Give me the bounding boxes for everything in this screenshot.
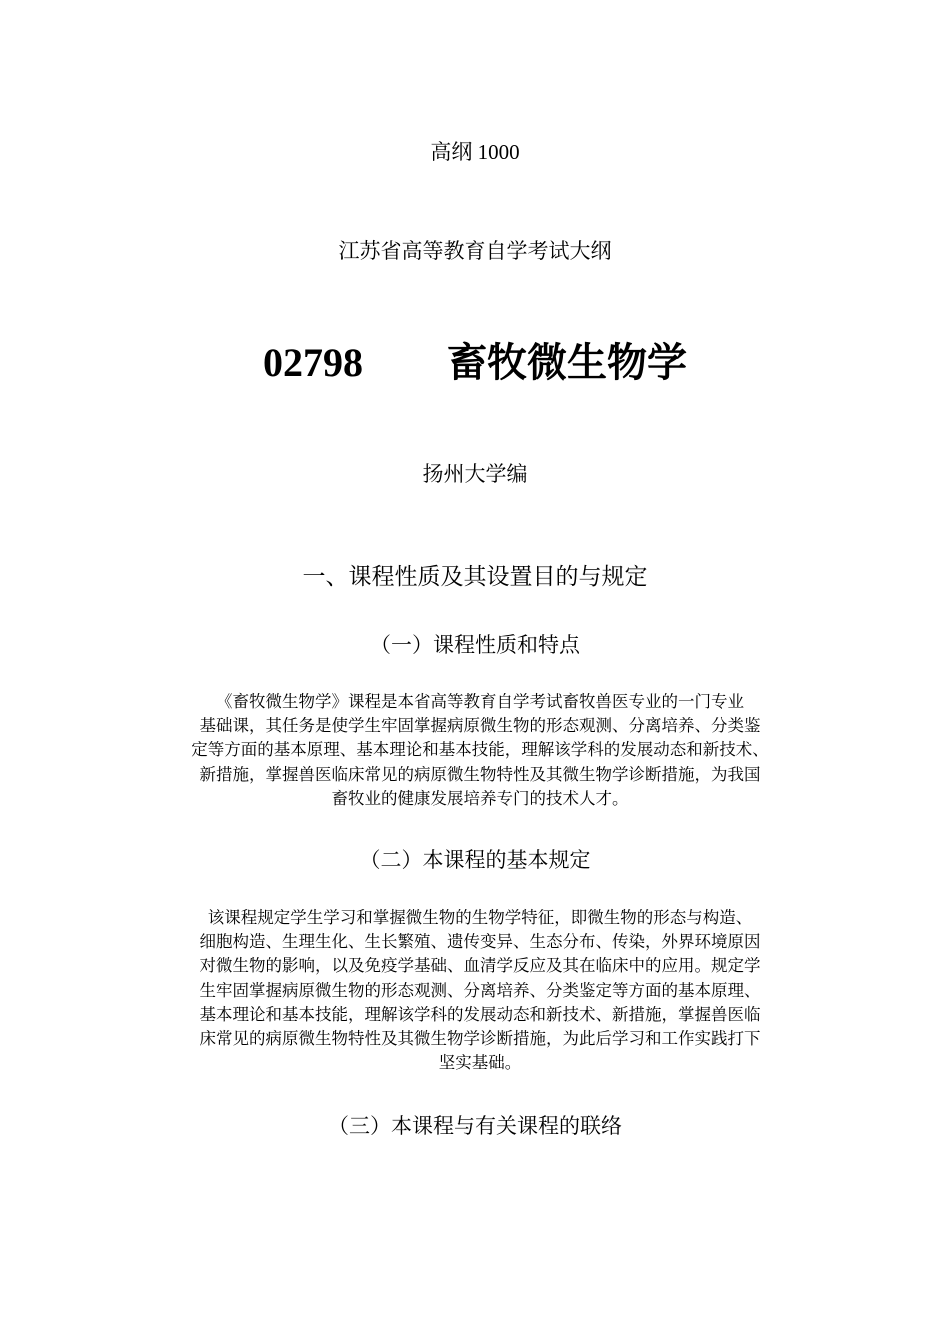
paragraph-line: 生牢固掌握病原微生物的形态观测、分离培养、分类鉴定等方面的基本原理、 (199, 980, 761, 1000)
subsection-3-heading: （三）本课程与有关课程的联络 (328, 1114, 622, 1138)
paragraph-line: 《畜牧微生物学》课程是本省高等教育自学考试畜牧兽医专业的一门专业 (216, 692, 744, 711)
subsection-1-heading: （一）课程性质和特点 (370, 633, 580, 657)
paragraph-line: 对微生物的影响，以及免疫学基础、血清学反应及其在临床中的应用。规定学 (199, 956, 761, 976)
paragraph-line: 畜牧业的健康发展培养专门的技术人才。 (331, 788, 629, 808)
paragraph-line: 定等方面的基本原理、基本理论和基本技能，理解该学科的发展动态和新技术、 (191, 740, 769, 760)
course-name: 畜牧微生物学 (447, 340, 687, 386)
paragraph-line: 细胞构造、生理生化、生长繁殖、遗传变异、生态分布、传染，外界环境原因 (199, 932, 761, 952)
paragraph-line: 基本理论和基本技能，理解该学科的发展动态和新技术、新措施，掌握兽医临 (199, 1004, 761, 1024)
paragraph-line: 该课程规定学生学习和掌握微生物的生物学特征，即微生物的形态与构造、 (207, 908, 753, 927)
subsection-1-paragraph (148, 690, 812, 811)
course-code: 02798 (263, 340, 363, 385)
paragraph-line: 坚实基础。 (438, 1053, 522, 1073)
paragraph-line: 床常见的病原微生物特性及其微生物学诊断措施，为此后学习和工作实践打下 (199, 1029, 761, 1049)
subsection-2-paragraph (148, 906, 812, 1075)
exam-syllabus-title: 江苏省高等教育自学考试大纲 (338, 239, 612, 263)
section-1-heading: 一、课程性质及其设置目的与规定 (302, 564, 648, 590)
document-code: 高纲 1000 (430, 140, 520, 164)
course-heading (0, 338, 950, 388)
paragraph-line: 新措施，掌握兽医临床常见的病原微生物特性及其微生物学诊断措施，为我国 (199, 764, 761, 784)
editor-line: 扬州大学编 (422, 462, 528, 486)
paragraph-line: 基础课，其任务是使学生牢固掌握病原微生物的形态观测、分离培养、分类鉴 (199, 716, 761, 736)
subsection-2-heading: （二）本课程的基本规定 (359, 848, 591, 872)
